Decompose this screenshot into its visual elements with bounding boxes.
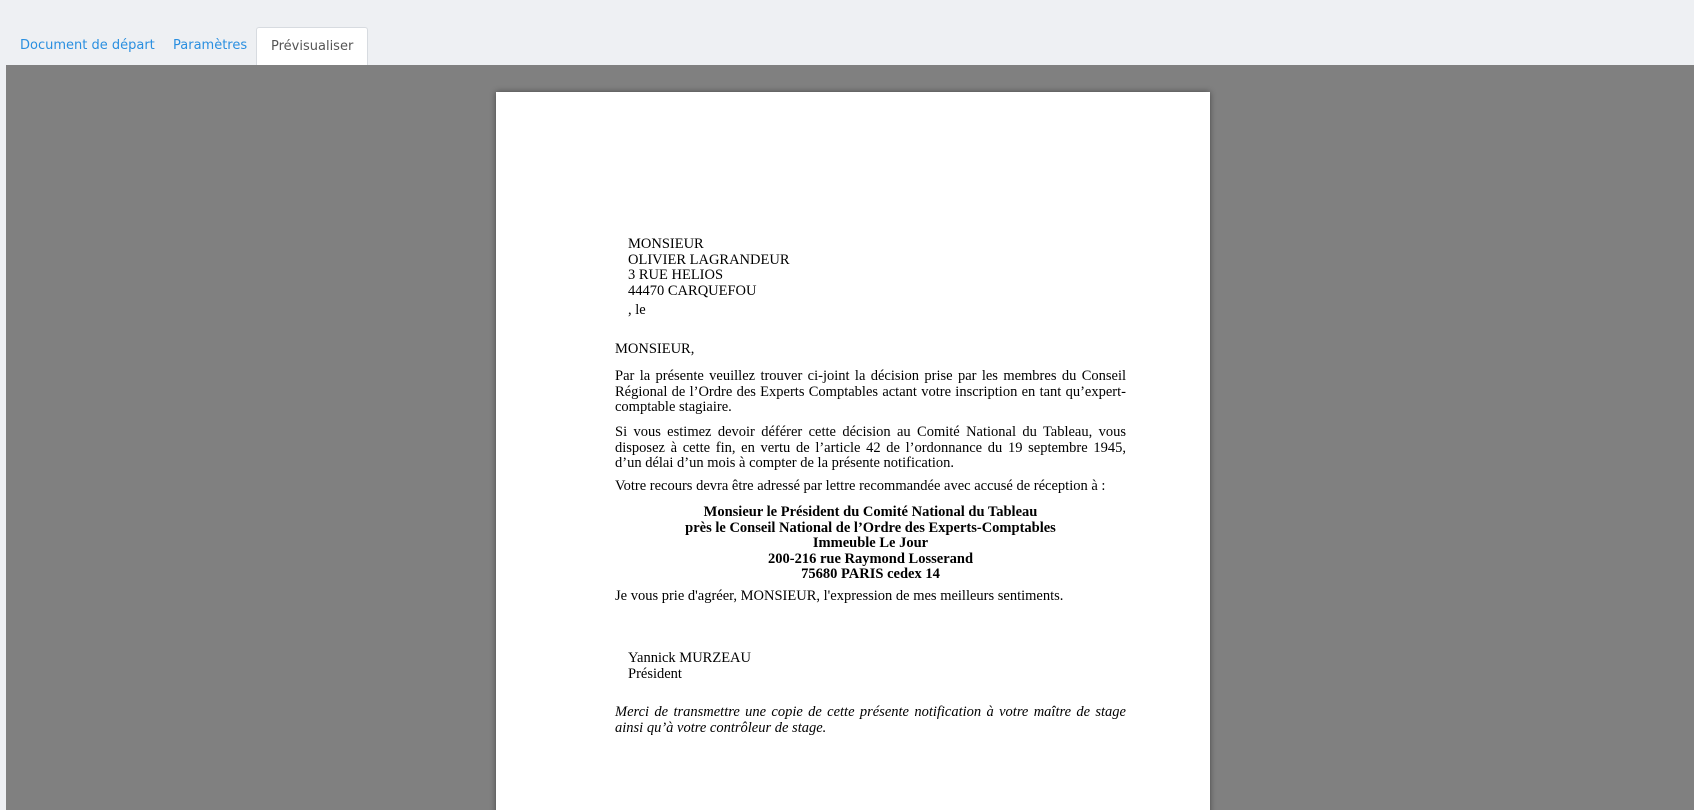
recipient-line: OLIVIER LAGRANDEUR (628, 251, 790, 268)
tab-previsualiser[interactable]: Prévisualiser (256, 27, 368, 66)
signature-block (628, 651, 751, 682)
preview-viewer[interactable] (6, 65, 1694, 810)
recipient-line: MONSIEUR (628, 236, 704, 252)
paragraph-3: Votre recours devra être adressé par lettre recommandée avec accusé de réception à : (615, 478, 1106, 494)
appeal-address-line: 75680 PARIS cedex 14 (801, 566, 940, 582)
tab-document-de-depart[interactable]: Document de départ (20, 38, 155, 53)
appeal-address (615, 505, 1126, 583)
tab-bar (6, 0, 1694, 65)
paragraph-1: Par la présente veuillez trouver ci-joint la décision prise par les membres du Conseil Régional de l’Ordre des Experts Comptables actant votre inscription en tant qu’expert-comptable stagiaire. (615, 368, 1126, 415)
appeal-address-line: 200-216 rue Raymond Losserand (767, 550, 974, 567)
appeal-address-line: Monsieur le Président du Comité National du Tableau (703, 504, 1038, 520)
appeal-address-line: Immeuble Le Jour (812, 535, 929, 551)
recipient-address (628, 237, 790, 299)
signatory-title: Président (628, 665, 682, 682)
signatory-name: Yannick MURZEAU (628, 650, 751, 666)
salutation: MONSIEUR, (615, 341, 695, 357)
paragraph-2: Si vous estimez devoir déférer cette décision au Comité National du Tableau, vous disposez à cette fin, en vertu de l’article 42 de l’ordonnance du 19 septembre 1945, d’un délai d’un mois à compter de la présente notification. (615, 424, 1126, 471)
footer-note: Merci de transmettre une copie de cette présente notification à votre maître de stage ainsi qu’à votre contrôleur de stage. (615, 704, 1126, 736)
recipient-line: 3 RUE HELIOS (628, 267, 724, 283)
appeal-address-line: près le Conseil National de l’Ordre des Experts-Comptables (685, 519, 1056, 536)
document-page (496, 92, 1210, 810)
recipient-line: 44470 CARQUEFOU (628, 282, 757, 299)
tab-parametres[interactable]: Paramètres (173, 38, 248, 53)
date-line: , le (628, 302, 646, 318)
closing-formula: Je vous prie d'agréer, MONSIEUR, l'expression de mes meilleurs sentiments. (615, 588, 1064, 604)
